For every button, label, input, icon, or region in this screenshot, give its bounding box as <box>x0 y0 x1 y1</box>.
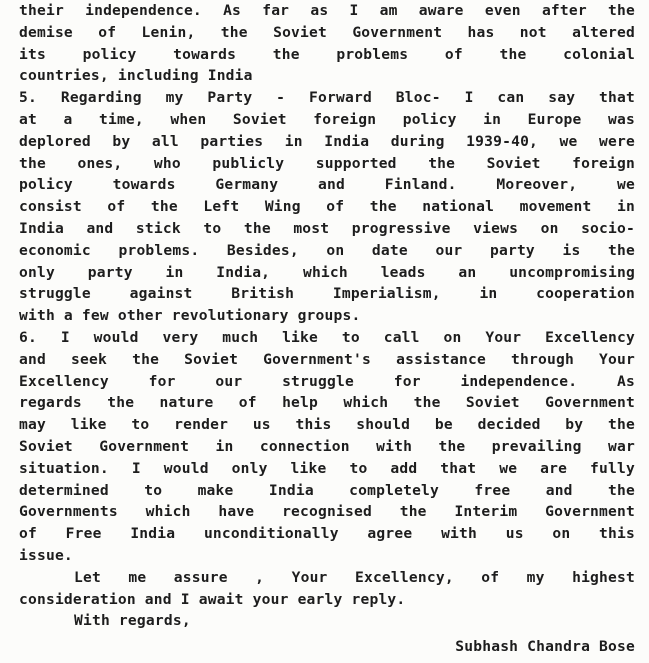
closing-line: consideration and I await your early reply. <box>19 590 406 608</box>
text-line: consist of the Left Wing of the national movement in <box>19 198 635 216</box>
text-line: demise of Lenin, the Soviet Government has not altered <box>19 23 635 41</box>
text-line: situation. I would only like to add that we are fully <box>19 459 635 477</box>
text-line: deplored by all parties in India during 1939-40, we were <box>19 132 635 150</box>
text-line: of Free India unconditionally agree with us on this <box>19 525 635 543</box>
text-line: policy towards Germany and Finland. Moreover, we <box>19 176 635 194</box>
text-line: their independence. As far as I am aware even after the <box>19 2 635 19</box>
text-line: 5. Regarding my Party - Forward Bloc- I can say that <box>19 89 635 107</box>
text-line: issue. <box>19 546 73 564</box>
signature-name: Subhash Chandra Bose <box>455 638 635 656</box>
text-line: Excellency for our struggle for independence. As <box>19 372 635 390</box>
text-line: regards the nature of help which the Soviet Government <box>19 394 635 412</box>
salutation: With regards, <box>74 612 191 630</box>
text-line: struggle against British Imperialism, in cooperation <box>19 285 635 303</box>
text-line: and seek the Soviet Government's assistance through Your <box>19 350 635 368</box>
closing-line: Let me assure , Your Excellency, of my highest <box>74 568 635 586</box>
text-line: India and stick to the most progressive views on socio- <box>19 219 635 237</box>
text-line: determined to make India completely free and the <box>19 481 635 499</box>
text-line: Soviet Government in connection with the prevailing war <box>19 437 635 455</box>
text-line: may like to render us this should be decided by the <box>19 416 635 434</box>
letter-body <box>19 0 635 658</box>
text-line: 6. I would very much like to call on Your Excellency <box>19 328 635 346</box>
text-line: only party in India, which leads an uncompromising <box>19 263 635 281</box>
text-line: countries, including India <box>19 67 253 85</box>
text-line: economic problems. Besides, on date our party is the <box>19 241 635 259</box>
text-line: at a time, when Soviet foreign policy in Europe was <box>19 110 635 128</box>
text-line: the ones, who publicly supported the Soviet foreign <box>19 154 635 172</box>
text-line: its policy towards the problems of the colonial <box>19 45 635 63</box>
text-line: Governments which have recognised the Interim Government <box>19 503 635 521</box>
text-line: with a few other revolutionary groups. <box>19 307 361 325</box>
